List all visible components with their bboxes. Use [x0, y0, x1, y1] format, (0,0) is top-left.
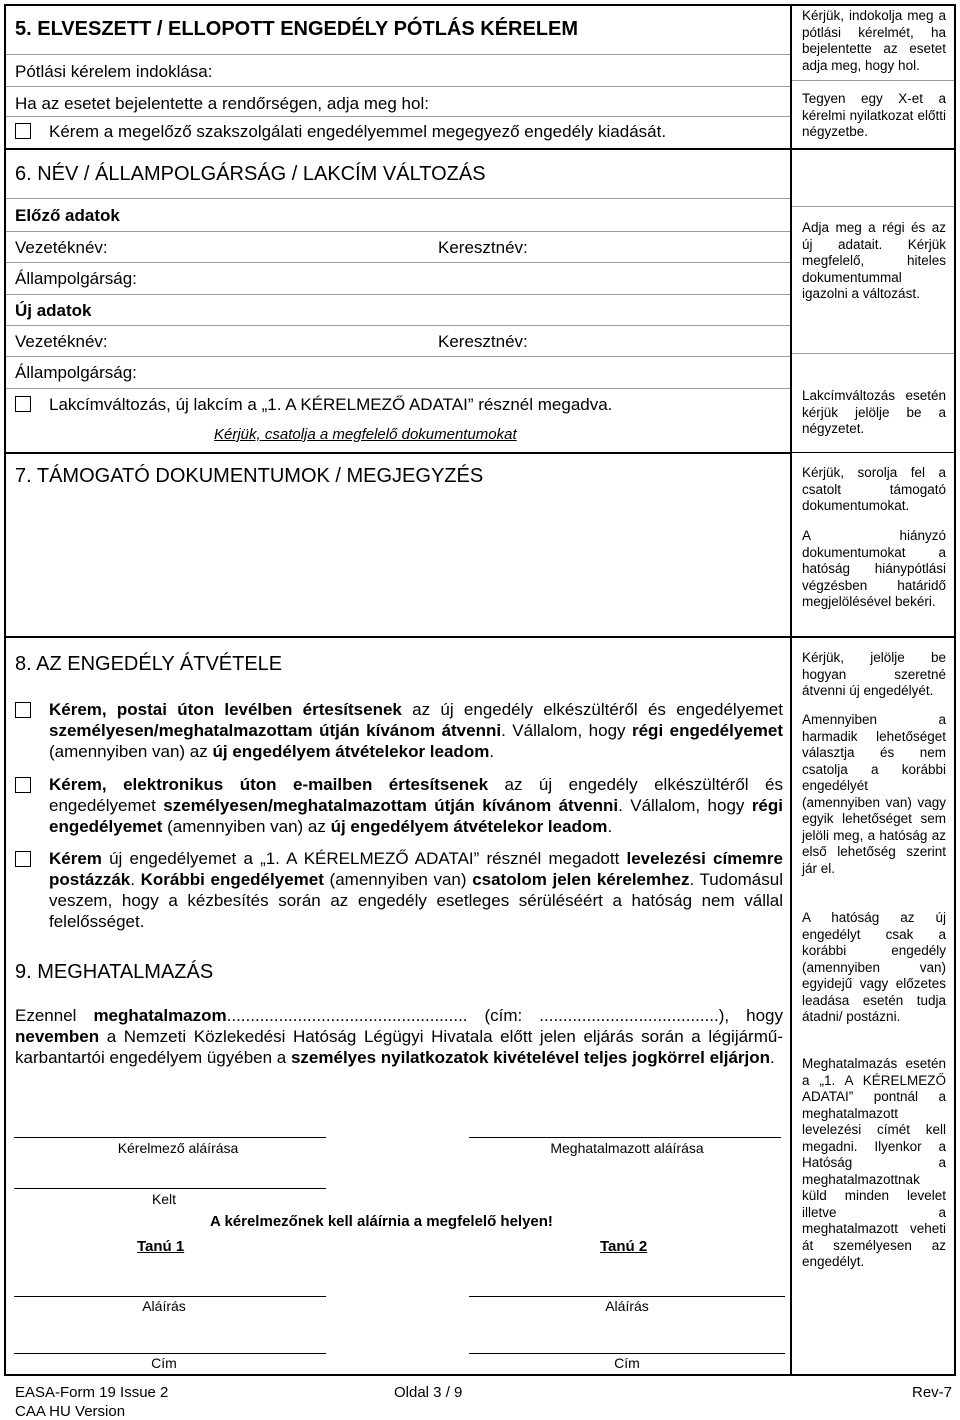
section-8-note-4: Meghatalmazás esetén a „1. A KÉRELMEZŐ ADATAI” pontnál a meghatalmazott levelezési címét kell megadni. Ilyenkor a Hatóság a meghatalmazottnak küld minden levelet illetve a meghatalmazott veheti át személyesen az engedélyt.: [802, 1056, 946, 1269]
replacement-reason-label: Pótlási kérelem indoklása:: [15, 62, 213, 81]
section-8-title: 8. AZ ENGEDÉLY ÁTVÉTELE: [15, 653, 283, 675]
same-license-checkbox[interactable]: [15, 123, 31, 139]
footer-revision: Rev-7: [912, 1384, 953, 1401]
date-label: Kelt: [151, 1191, 177, 1207]
section-8-note-3: A hatóság az új engedélyt csak a korábbi engedély (amennyiben van) egyidejű vagy előzetes leadása esetén tudja átadni/ postázni.: [802, 910, 946, 1024]
body-text: .: [770, 1048, 775, 1067]
applicant-signature-label: Kérelmező aláírása: [117, 1140, 239, 1156]
footer-page-number: Oldal 3 / 9: [394, 1384, 463, 1401]
section-8-note-1: Kérjük, jelölje be hogyan szeretné átvenni új engedélyét.: [802, 650, 946, 698]
divider: [6, 388, 790, 389]
divider: [792, 80, 954, 81]
footer-form-id: EASA-Form 19 Issue 2: [15, 1384, 169, 1401]
divider: [6, 116, 790, 117]
email-notification-checkbox[interactable]: [15, 777, 31, 793]
section-6-title: 6. NÉV / ÁLLAMPOLGÁRSÁG / LAKCÍM VÁLTOZÁS: [15, 163, 486, 185]
body-text: (amennyiben van): [323, 870, 473, 889]
section-6-note-1: Adja meg a régi és az új adatait. Kérjük megfelelő, hiteles dokumentummal igazolni a változást.: [802, 220, 946, 301]
body-text: .: [607, 817, 613, 836]
body-text: új engedélyemet a „1. A KÉRELMEZŐ ADATAI” résznél megadott: [101, 849, 627, 868]
divider: [469, 1137, 781, 1138]
divider: [6, 198, 790, 199]
witness-2-address-label: Cím: [614, 1355, 640, 1371]
section-5-title: 5. ELVESZETT / ELLOPOTT ENGEDÉLY PÓTLÁS KÉRELEM: [15, 18, 579, 40]
authorization-text: [15, 1005, 783, 1068]
previous-given-name-label: Keresztnév:: [438, 238, 528, 257]
section-5-note-2: Tegyen egy X-et a kérelmi nyilatkozat előtti négyzetbe.: [802, 91, 946, 139]
body-text: az új engedély elkészültéről és engedélyemet: [49, 775, 783, 815]
emphasis-text: régi engedélyemet: [631, 721, 784, 740]
new-citizenship-label: Állampolgárság:: [15, 363, 137, 382]
emphasis-text: új engedélyem átvételekor leadom: [330, 817, 608, 836]
emphasis-text: Korábbi engedélyemet: [140, 870, 324, 889]
proxy-signature-label: Meghatalmazott aláírása: [550, 1140, 704, 1156]
section-6-note-2: Lakcímváltozás esetén kérjük jelölje be a négyzetet.: [802, 388, 946, 436]
previous-surname-label: Vezetéknév:: [15, 238, 108, 257]
divider: [792, 452, 954, 453]
emphasis-text: személyesen/meghatalmazottam útján kívánom átvenni: [49, 721, 502, 740]
body-text: az új engedély elkészültéről és engedélyemet: [401, 700, 783, 719]
emphasis-text: levelezési címemre postázzák: [49, 849, 783, 889]
divider: [792, 206, 954, 207]
body-text: . Tudomásul veszem, hogy a kézbesítés során az engedély esetleges sérüléséért a hatóság nem vállal felelősséget.: [49, 870, 783, 931]
previous-data-heading: Előző adatok: [15, 206, 120, 225]
witness-2-signature-label: Aláírás: [605, 1298, 649, 1314]
body-text: .: [489, 742, 495, 761]
witness-1-address-label: Cím: [151, 1355, 177, 1371]
section-7-note-2: A hiányzó dokumentumokat a hatóság hiánypótlási végzésben határidő megjelölésével bekéri.: [802, 528, 946, 609]
emphasis-text: nevemben: [15, 1027, 100, 1046]
divider: [6, 86, 790, 87]
divider: [6, 54, 790, 55]
postal-notification-checkbox[interactable]: [15, 702, 31, 718]
attach-documents-note: Kérjük, csatolja a megfelelő dokumentumokat: [214, 426, 517, 443]
body-text: Ezennel: [15, 1006, 94, 1025]
divider: [792, 353, 954, 354]
divider: [14, 1188, 326, 1189]
divider: [14, 1137, 326, 1138]
section-9-title: 9. MEGHATALMAZÁS: [15, 961, 214, 983]
new-given-name-label: Keresztnév:: [438, 332, 528, 351]
divider: [14, 1296, 326, 1297]
body-text: . Vállalom, hogy: [501, 721, 632, 740]
same-license-checkbox-label: Kérem a megelőző szakszolgálati engedélyemmel megegyező engedély kiadását.: [49, 122, 667, 141]
body-text: (amennyiben van) az: [162, 817, 331, 836]
applicant-must-sign-note: A kérelmezőnek kell aláírnia a megfelelő helyen!: [210, 1213, 553, 1230]
divider: [6, 356, 790, 357]
column-divider: [790, 4, 792, 1376]
witness-1-label: Tanú 1: [137, 1238, 185, 1255]
witness-1-signature-label: Aláírás: [142, 1298, 186, 1314]
supporting-documents-area[interactable]: [10, 496, 786, 632]
postal-delivery-option: [49, 848, 783, 932]
body-text: ................................................... (cím: ......................................), hogy: [226, 1006, 783, 1025]
emphasis-text: Kérem: [49, 849, 102, 868]
footer-version: CAA HU Version: [15, 1403, 126, 1420]
address-change-checkbox[interactable]: [15, 396, 31, 412]
section-8-note-2: Amennyiben a harmadik lehetőséget választja és nem csatolja a korábbi engedélyét (amennyiben van) vagy egyik lehetőséget sem jelöli meg, a hatóság az első lehetőség szerint jár el.: [802, 712, 946, 876]
divider: [469, 1296, 785, 1297]
body-text: . Vállalom, hogy: [618, 796, 752, 815]
emphasis-text: meghatalmazom: [93, 1006, 227, 1025]
body-text: (amennyiben van) az: [49, 742, 213, 761]
emphasis-text: csatolom jelen kérelemhez: [472, 870, 690, 889]
emphasis-text: személyesen/meghatalmazottam útján kívánom átvenni: [163, 796, 619, 815]
section-7-note-1: Kérjük, sorolja fel a csatolt támogató dokumentumokat.: [802, 465, 946, 513]
emphasis-text: Kérem, elektronikus úton e-mailben értesítsenek: [49, 775, 489, 794]
witness-2-label: Tanú 2: [600, 1238, 648, 1255]
postal-notification-option: [49, 699, 783, 762]
divider: [6, 262, 790, 263]
section-5-note-1: Kérjük, indokolja meg a pótlási kérelmét, ha bejelentette az esetet adja meg, hogy hol.: [802, 8, 946, 73]
body-text: a Nemzeti Közlekedési Hatóság Légügyi Hivatala előtt jelen eljárás során a légijármű-karbantartói engedélyem ügyében a: [15, 1027, 783, 1067]
divider: [469, 1353, 785, 1354]
divider: [6, 294, 790, 295]
new-data-heading: Új adatok: [15, 301, 92, 320]
emphasis-text: új engedélyem átvételekor leadom: [212, 742, 490, 761]
emphasis-text: régi engedélyemet: [49, 796, 783, 836]
postal-delivery-checkbox[interactable]: [15, 851, 31, 867]
divider: [14, 1353, 326, 1354]
previous-citizenship-label: Állampolgárság:: [15, 269, 137, 288]
police-report-label: Ha az esetet bejelentette a rendőrségen, adja meg hol:: [15, 94, 429, 113]
body-text: .: [130, 870, 141, 889]
divider: [6, 231, 790, 232]
new-surname-label: Vezetéknév:: [15, 332, 108, 351]
divider: [6, 325, 790, 326]
emphasis-text: Kérem, postai úton levélben értesítsenek: [49, 700, 402, 719]
emphasis-text: személyes nyilatkozatok kivételével teljes jogkörrel eljárjon: [290, 1048, 771, 1067]
email-notification-option: [49, 774, 783, 837]
address-change-checkbox-label: Lakcímváltozás, új lakcím a „1. A KÉRELMEZŐ ADATAI” résznél megadva.: [49, 395, 613, 414]
section-7-title: 7. TÁMOGATÓ DOKUMENTUMOK / MEGJEGYZÉS: [15, 465, 484, 487]
